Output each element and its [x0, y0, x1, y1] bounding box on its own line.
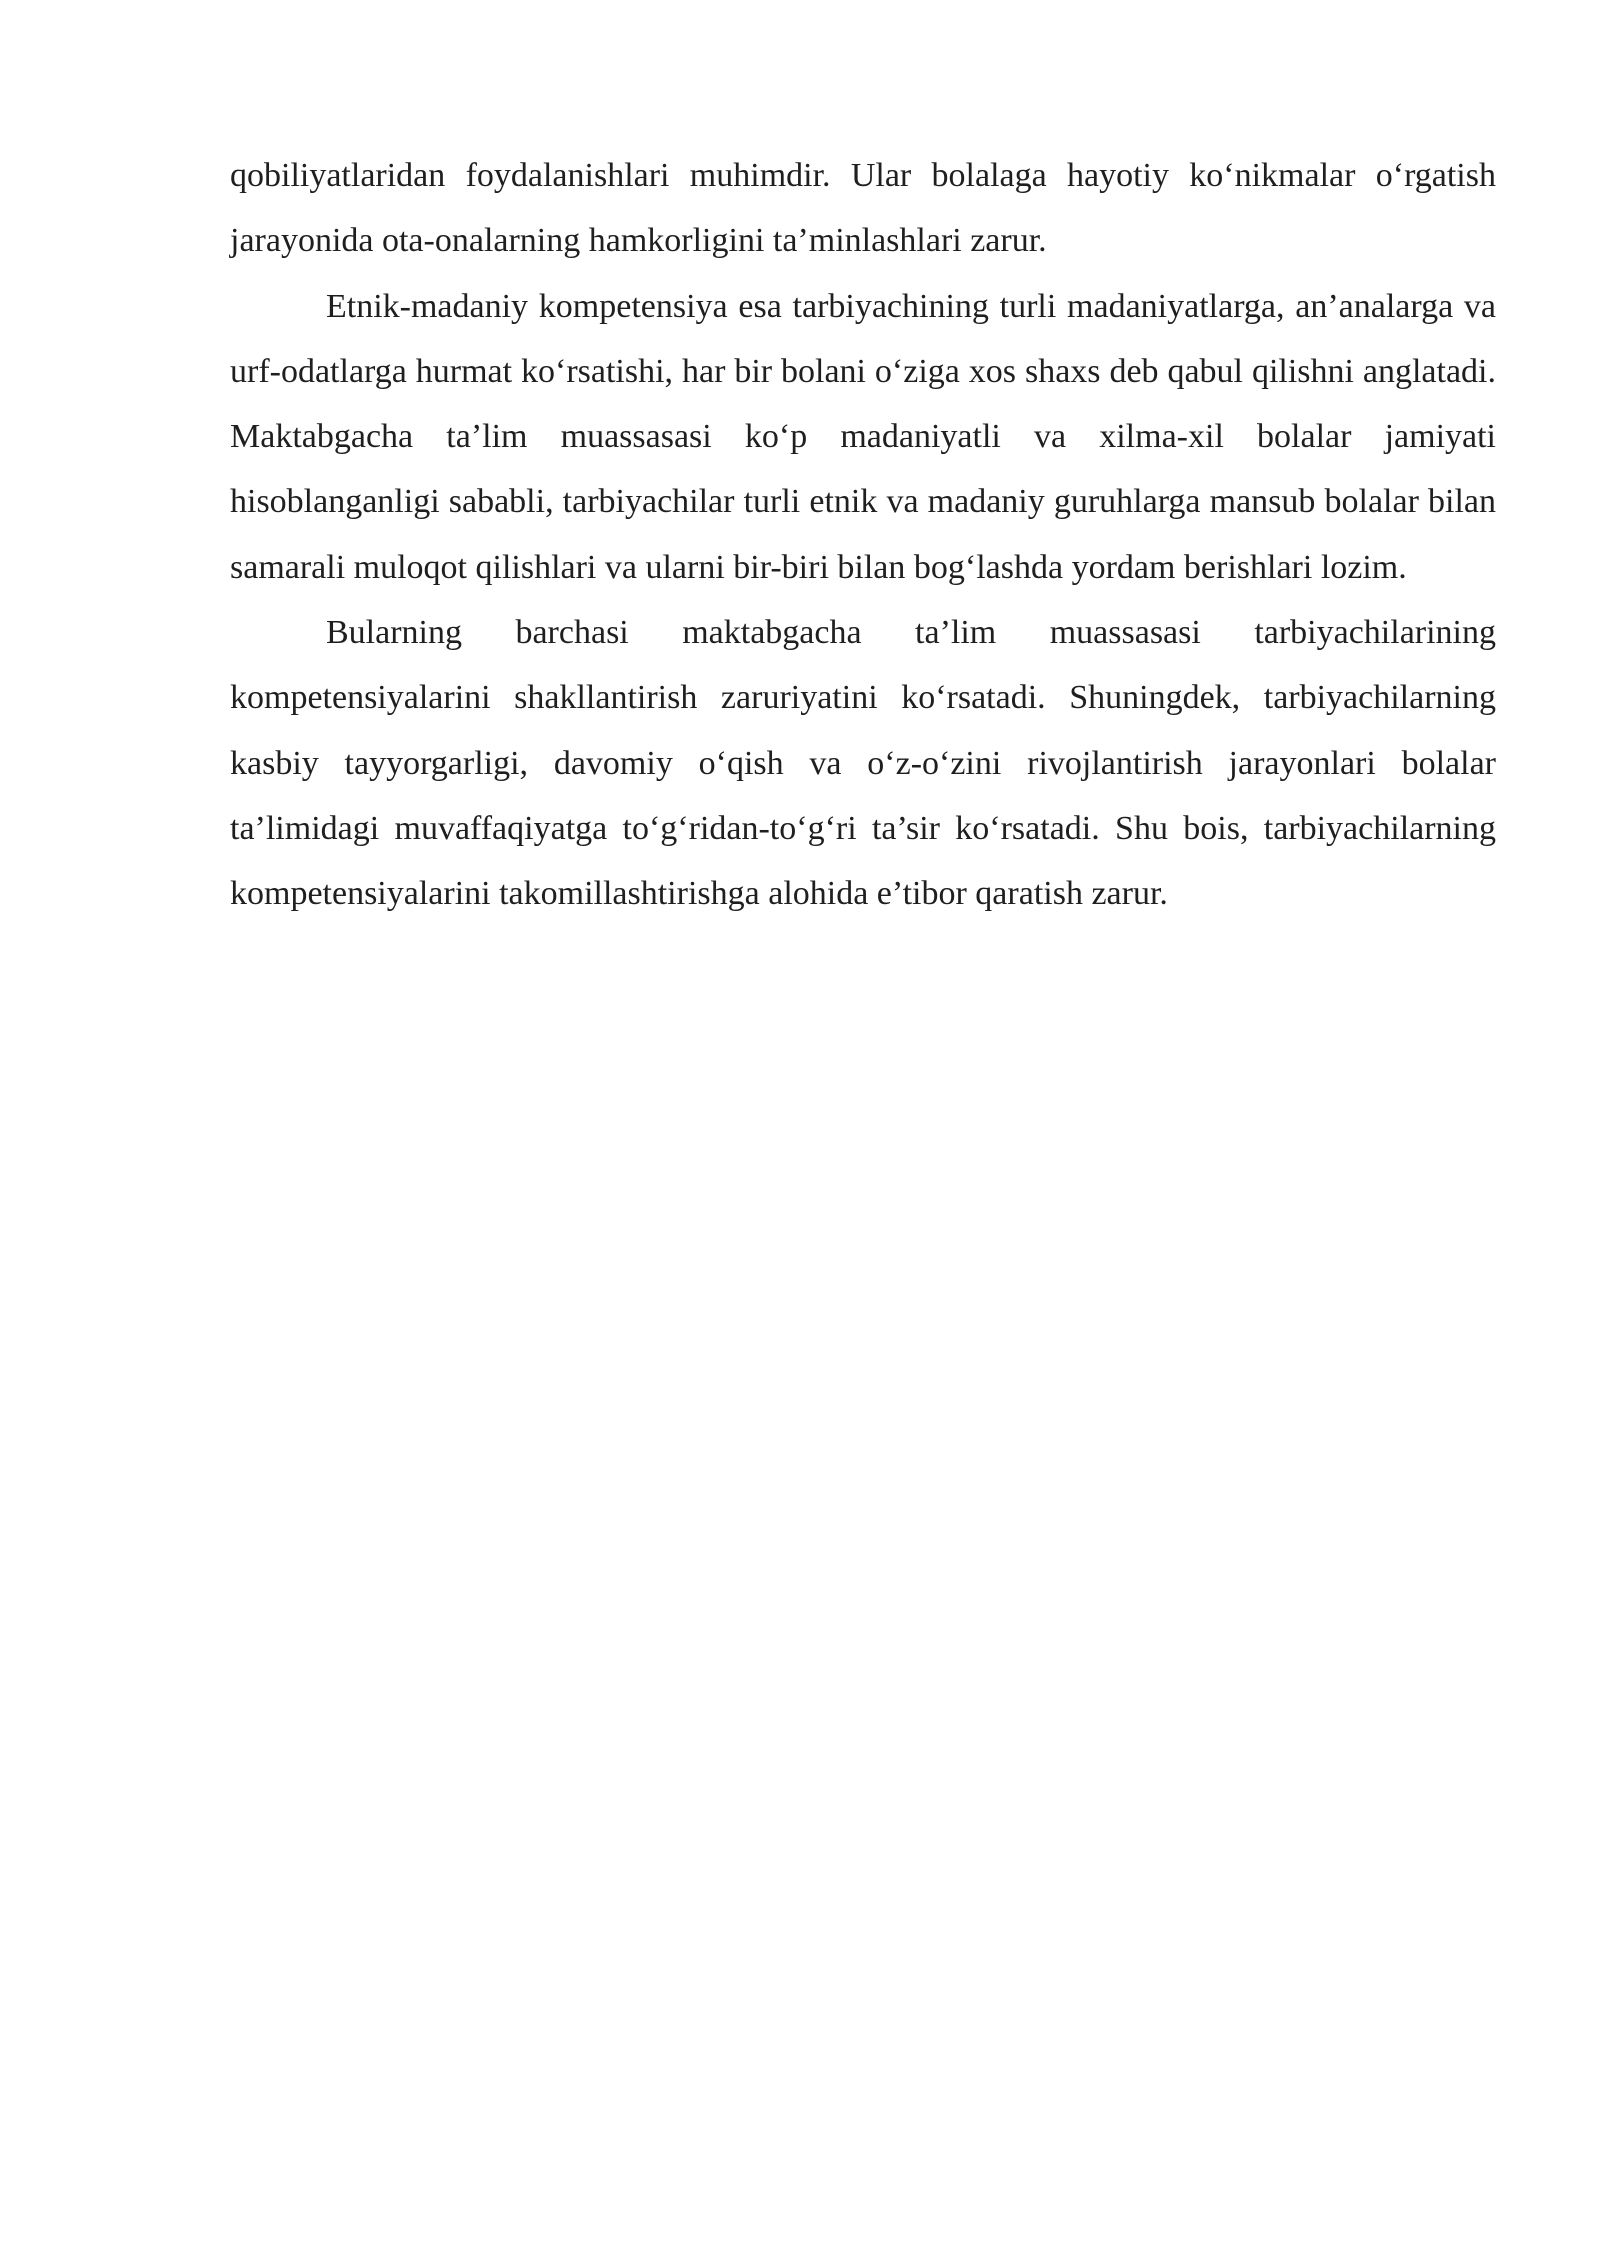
- document-body: [230, 143, 1496, 927]
- paragraph-ethnocultural-competence: Etnik-madaniy kompetensiya esa tarbiyachining turli madaniyatlarga, an’analarga va urf-odatlarga hurmat ko‘rsatishi, har bir bolani o‘ziga xos shaxs deb qabul qilishni anglatadi. Maktabgacha ta’lim muassasasi ko‘p madaniyatli va xilma-xil bolalar jamiyati hisoblanganligi sababli, tarbiyachilar turli etnik va madaniy guruhlarga mansub bolalar bilan samarali muloqot qilishlari va ularni bir-biri bilan bog‘lashda yordam berishlari lozim.: [230, 287, 1496, 586]
- paragraph-conclusion: Bularning barchasi maktabgacha ta’lim muassasasi tarbiyachilarining kompetensiyalarini shakllantirish zaruriyatini ko‘rsatadi. Shuningdek, tarbiyachilarning kasbiy tayyorgarligi, davomiy o‘qish va o‘z-o‘zini rivojlantirish jarayonlari bolalar ta’limidagi muvaffaqiyatga to‘g‘ridan-to‘g‘ri ta’sir ko‘rsatadi. Shu bois, tarbiyachilarning kompetensiyalarini takomillashtirishga alohida e’tibor qaratish zarur.: [230, 614, 1496, 913]
- paragraph-continuation: qobiliyatlaridan foydalanishlari muhimdir. Ular bolalaga hayotiy ko‘nikmalar o‘rgatish jarayonida ota-onalarning hamkorligini ta’minlashlari zarur.: [230, 157, 1496, 260]
